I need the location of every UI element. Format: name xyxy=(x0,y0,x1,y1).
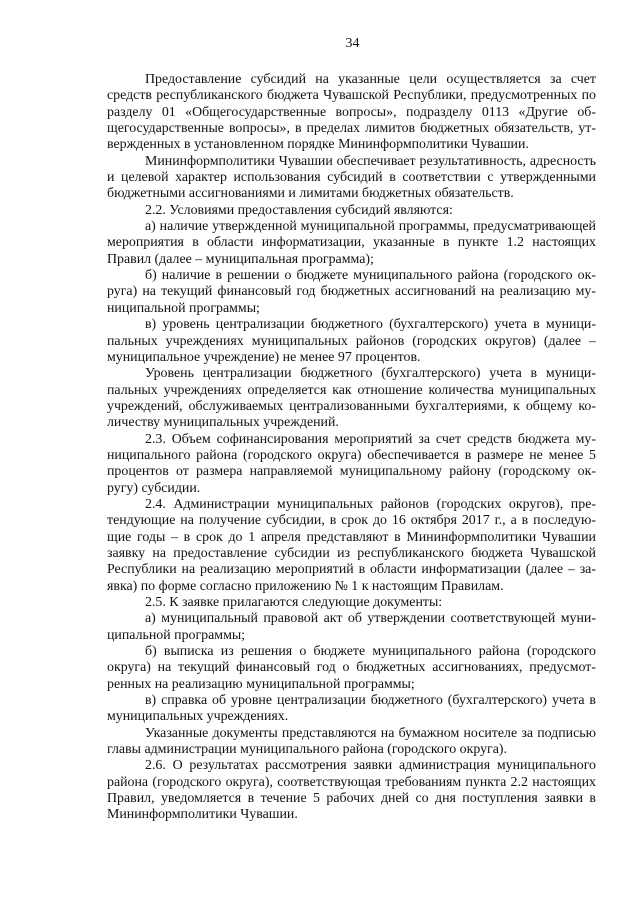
paragraph-2-5-a: а) муниципальный правовой акт об утверждении соответствующей муниципальной программы; xyxy=(107,611,596,643)
paragraph-2-2-heading: 2.2. Условиями предоставления субсидий являются: xyxy=(145,202,453,218)
paragraph-2-5-c: в) справка об уровне централизации бюджетного (бухгалтерского) учета в муниципальных учреждениях. xyxy=(107,693,596,725)
paragraph-effectiveness: Мининформполитики Чувашии обеспечивает результативность, адресность и целевой характер использования субсидий в соответствии с утвержденными бюджетными ассигнованиями и лимитами бюджетных обязательств. xyxy=(107,153,596,202)
paragraph-centralization-level: Уровень централизации бюджетного (бухгалтерского) учета в муниципальных учреждениях определяется как отношение количества муниципальных учреждений, обслуживаемых централизованными бухгалтериями, к общему количеству муниципальных учреждений. xyxy=(107,366,596,431)
paragraph-2-6: 2.6. О результатах рассмотрения заявки администрация муниципального района (городского округа), соответствующая требованиям пункта 2.2 настоящих Правил, уведомляется в течение 5 рабочих дней со дня поступления заявки в Мининформполитики Чувашии. xyxy=(107,758,596,823)
paragraph-2-3: 2.3. Объем софинансирования мероприятий за счет средств бюджета муниципального района (городского округа) обеспечивается в размере не менее 5 процентов от размера направляемой муниципальному району (городскому округу) субсидии. xyxy=(107,431,596,496)
paragraph-2-2-b: б) наличие в решении о бюджете муниципального района (городского округа) на текущий финансовый год бюджетных ассигнований на реализацию муниципальной программы; xyxy=(107,268,596,316)
paragraph-2-4: 2.4. Администрации муниципальных районов (городских округов), претендующие на получение субсидии, в срок до 16 октября 2017 г., а в последующие годы – в срок до 1 апреля представляют в Мининформполитики Чувашии заявку на предоставление субсидии из республиканского бюджета Чувашской Республики на реализацию мероприятий в области информатизации (далее – заявка) по форме согласно приложению № 1 к настоящим Правилам. xyxy=(107,496,596,594)
paragraph-2-2-a: а) наличие утвержденной муниципальной программы, предусматривающей мероприятия в области информатизации, указанные в пункте 1.2 настоящих Правил (далее – муниципальная программа); xyxy=(107,219,596,267)
paragraph-funding-source: Предоставление субсидий на указанные цели осуществляется за счет средств республиканского бюджета Чувашской Республики, предусмотренных по разделу 01 «Общегосударственные вопросы», подразделу 0113 «Другие общегосударственные вопросы», в пределах лимитов бюджетных обязательств, утвержденных в установленном порядке Мининформполитики Чувашии. xyxy=(107,72,596,153)
paragraph-2-5-heading: 2.5. К заявке прилагаются следующие документы: xyxy=(145,595,443,610)
paragraph-2-2-c: в) уровень централизации бюджетного (бухгалтерского) учета в муниципальных учреждениях муниципальных районов (городских округов) (далее – муниципальное учреждение) не менее 97 процентов. xyxy=(107,317,596,365)
page-number: 34 xyxy=(345,36,360,51)
paragraph-documents-submission: Указанные документы представляются на бумажном носителе за подписью главы администрации муниципального района (городского округа). xyxy=(107,725,596,758)
paragraph-2-5-b: б) выписка из решения о бюджете муниципального района (городского округа) на текущий финансовый год о бюджетных ассигнованиях, предусмотренных на реализацию муниципальной программы; xyxy=(107,644,596,692)
